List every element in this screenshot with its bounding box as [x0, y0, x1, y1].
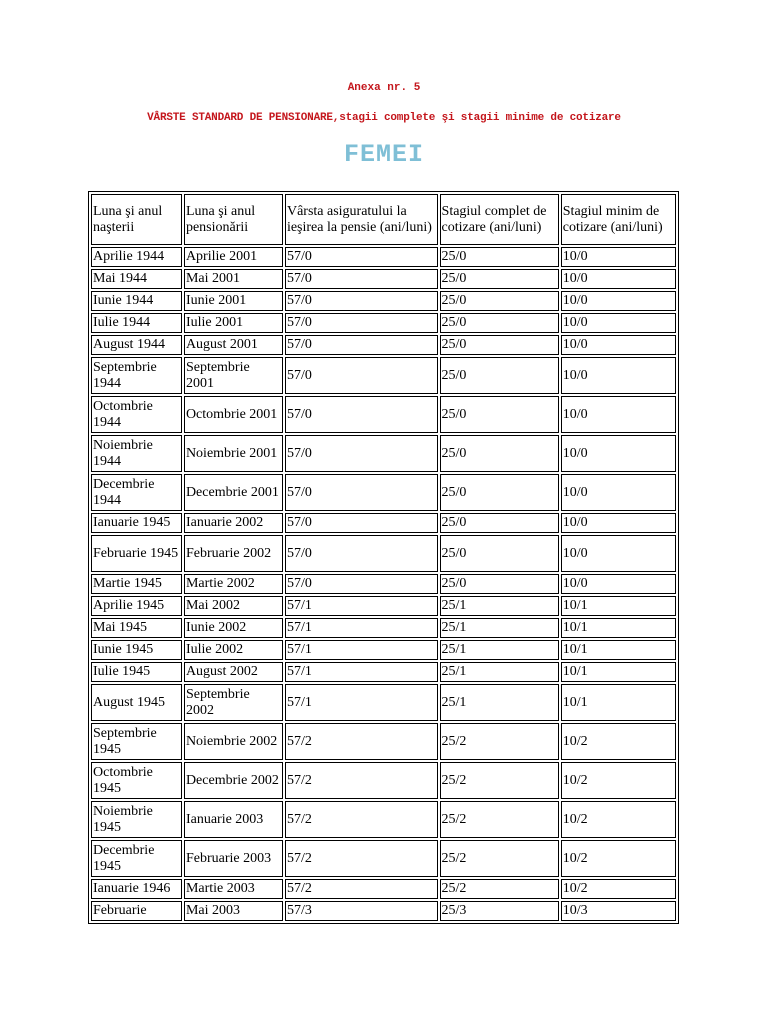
- cell-full-stage: 25/1: [440, 684, 559, 721]
- table-row: [91, 640, 676, 660]
- cell-min-stage: 10/0: [561, 269, 676, 289]
- cell-birth: Februarie: [91, 901, 182, 921]
- cell-birth: Mai 1944: [91, 269, 182, 289]
- cell-retirement: Ianuarie 2003: [184, 801, 283, 838]
- cell-min-stage: 10/1: [561, 640, 676, 660]
- table-row: [91, 596, 676, 616]
- cell-age: 57/0: [285, 357, 438, 394]
- cell-birth: Iunie 1944: [91, 291, 182, 311]
- cell-full-stage: 25/2: [440, 762, 559, 799]
- cell-age: 57/0: [285, 396, 438, 433]
- cell-age: 57/1: [285, 618, 438, 638]
- cell-full-stage: 25/1: [440, 662, 559, 682]
- table-row: [91, 840, 676, 877]
- cell-full-stage: 25/0: [440, 574, 559, 594]
- cell-full-stage: 25/0: [440, 269, 559, 289]
- header-retirement-age: Vârsta asiguratului la ieşirea la pensie (ani/luni): [285, 194, 438, 245]
- cell-birth: Noiembrie 1944: [91, 435, 182, 472]
- cell-retirement: Ianuarie 2002: [184, 513, 283, 533]
- header-min-contribution: Stagiul minim de cotizare (ani/luni): [561, 194, 676, 245]
- cell-retirement: Februarie 2003: [184, 840, 283, 877]
- cell-min-stage: 10/0: [561, 335, 676, 355]
- cell-age: 57/0: [285, 291, 438, 311]
- cell-birth: Iulie 1944: [91, 313, 182, 333]
- table-row: [91, 684, 676, 721]
- cell-age: 57/2: [285, 879, 438, 899]
- cell-min-stage: 10/0: [561, 574, 676, 594]
- cell-full-stage: 25/1: [440, 640, 559, 660]
- cell-birth: Noiembrie 1945: [91, 801, 182, 838]
- table-header-row: [91, 194, 676, 245]
- cell-age: 57/0: [285, 513, 438, 533]
- cell-retirement: Mai 2002: [184, 596, 283, 616]
- cell-min-stage: 10/1: [561, 662, 676, 682]
- cell-retirement: Iulie 2001: [184, 313, 283, 333]
- cell-min-stage: 10/0: [561, 396, 676, 433]
- cell-birth: Octombrie 1945: [91, 762, 182, 799]
- cell-min-stage: 10/2: [561, 762, 676, 799]
- cell-full-stage: 25/0: [440, 474, 559, 511]
- cell-full-stage: 25/2: [440, 840, 559, 877]
- cell-min-stage: 10/0: [561, 357, 676, 394]
- retirement-table: [88, 191, 679, 924]
- cell-birth: Septembrie 1945: [91, 723, 182, 760]
- cell-full-stage: 25/0: [440, 513, 559, 533]
- cell-full-stage: 25/0: [440, 357, 559, 394]
- header-full-contribution: Stagiul complet de cotizare (ani/luni): [440, 194, 559, 245]
- cell-min-stage: 10/2: [561, 723, 676, 760]
- cell-age: 57/2: [285, 801, 438, 838]
- cell-age: 57/0: [285, 535, 438, 572]
- cell-full-stage: 25/0: [440, 335, 559, 355]
- cell-min-stage: 10/0: [561, 474, 676, 511]
- table-row: [91, 269, 676, 289]
- cell-min-stage: 10/1: [561, 618, 676, 638]
- cell-birth: Iunie 1945: [91, 640, 182, 660]
- cell-full-stage: 25/1: [440, 596, 559, 616]
- table-row: [91, 618, 676, 638]
- cell-birth: Decembrie 1944: [91, 474, 182, 511]
- cell-full-stage: 25/0: [440, 535, 559, 572]
- table-row: [91, 291, 676, 311]
- table-row: [91, 801, 676, 838]
- cell-retirement: Decembrie 2001: [184, 474, 283, 511]
- cell-age: 57/1: [285, 684, 438, 721]
- table-row: [91, 513, 676, 533]
- cell-birth: Aprilie 1945: [91, 596, 182, 616]
- cell-birth: Octombrie 1944: [91, 396, 182, 433]
- cell-birth: Ianuarie 1946: [91, 879, 182, 899]
- cell-birth: Iulie 1945: [91, 662, 182, 682]
- table-row: [91, 901, 676, 921]
- cell-birth: Decembrie 1945: [91, 840, 182, 877]
- cell-birth: August 1945: [91, 684, 182, 721]
- cell-min-stage: 10/0: [561, 513, 676, 533]
- cell-age: 57/0: [285, 474, 438, 511]
- table-row: [91, 879, 676, 899]
- cell-age: 57/2: [285, 840, 438, 877]
- cell-min-stage: 10/1: [561, 684, 676, 721]
- cell-age: 57/0: [285, 435, 438, 472]
- cell-birth: Ianuarie 1945: [91, 513, 182, 533]
- cell-age: 57/3: [285, 901, 438, 921]
- header-birth-month: Luna şi anul naşterii: [91, 194, 182, 245]
- cell-birth: Mai 1945: [91, 618, 182, 638]
- cell-min-stage: 10/0: [561, 435, 676, 472]
- cell-full-stage: 25/3: [440, 901, 559, 921]
- cell-min-stage: 10/2: [561, 879, 676, 899]
- cell-min-stage: 10/2: [561, 840, 676, 877]
- cell-full-stage: 25/2: [440, 879, 559, 899]
- cell-age: 57/1: [285, 640, 438, 660]
- cell-retirement: Aprilie 2001: [184, 247, 283, 267]
- document-subtitle: VÂRSTE STANDARD DE PENSIONARE,stagii complete şi stagii minime de cotizare: [147, 112, 621, 124]
- cell-retirement: Decembrie 2002: [184, 762, 283, 799]
- table-row: [91, 662, 676, 682]
- table-row: [91, 574, 676, 594]
- header-retirement-month: Luna şi anul pensionării: [184, 194, 283, 245]
- table-row: [91, 474, 676, 511]
- cell-retirement: Februarie 2002: [184, 535, 283, 572]
- cell-birth: Februarie 1945: [91, 535, 182, 572]
- table-row: [91, 335, 676, 355]
- table-row: [91, 723, 676, 760]
- cell-full-stage: 25/0: [440, 313, 559, 333]
- cell-birth: Septembrie 1944: [91, 357, 182, 394]
- table-row: [91, 247, 676, 267]
- cell-age: 57/1: [285, 596, 438, 616]
- cell-full-stage: 25/0: [440, 291, 559, 311]
- cell-full-stage: 25/0: [440, 396, 559, 433]
- cell-age: 57/0: [285, 269, 438, 289]
- cell-birth: August 1944: [91, 335, 182, 355]
- cell-birth: Martie 1945: [91, 574, 182, 594]
- cell-full-stage: 25/0: [440, 435, 559, 472]
- cell-min-stage: 10/0: [561, 247, 676, 267]
- cell-retirement: Iulie 2002: [184, 640, 283, 660]
- cell-full-stage: 25/0: [440, 247, 559, 267]
- cell-min-stage: 10/1: [561, 596, 676, 616]
- cell-retirement: Martie 2002: [184, 574, 283, 594]
- annex-label: Anexa nr. 5: [347, 82, 421, 94]
- cell-retirement: Noiembrie 2001: [184, 435, 283, 472]
- table-row: [91, 396, 676, 433]
- cell-age: 57/1: [285, 662, 438, 682]
- cell-retirement: Martie 2003: [184, 879, 283, 899]
- cell-retirement: Septembrie 2002: [184, 684, 283, 721]
- table-row: [91, 357, 676, 394]
- cell-retirement: August 2002: [184, 662, 283, 682]
- cell-retirement: August 2001: [184, 335, 283, 355]
- cell-retirement: Noiembrie 2002: [184, 723, 283, 760]
- cell-full-stage: 25/1: [440, 618, 559, 638]
- cell-retirement: Mai 2003: [184, 901, 283, 921]
- cell-age: 57/2: [285, 762, 438, 799]
- cell-age: 57/0: [285, 574, 438, 594]
- cell-min-stage: 10/0: [561, 535, 676, 572]
- cell-full-stage: 25/2: [440, 723, 559, 760]
- cell-age: 57/2: [285, 723, 438, 760]
- cell-retirement: Iunie 2001: [184, 291, 283, 311]
- cell-full-stage: 25/2: [440, 801, 559, 838]
- cell-birth: Aprilie 1944: [91, 247, 182, 267]
- cell-min-stage: 10/3: [561, 901, 676, 921]
- cell-retirement: Octombrie 2001: [184, 396, 283, 433]
- table-row: [91, 762, 676, 799]
- table-row: [91, 313, 676, 333]
- cell-retirement: Iunie 2002: [184, 618, 283, 638]
- table-row: [91, 435, 676, 472]
- cell-min-stage: 10/0: [561, 313, 676, 333]
- cell-age: 57/0: [285, 313, 438, 333]
- cell-age: 57/0: [285, 247, 438, 267]
- cell-retirement: Septembrie 2001: [184, 357, 283, 394]
- section-heading: FEMEI: [343, 140, 424, 169]
- cell-min-stage: 10/0: [561, 291, 676, 311]
- cell-retirement: Mai 2001: [184, 269, 283, 289]
- cell-min-stage: 10/2: [561, 801, 676, 838]
- cell-age: 57/0: [285, 335, 438, 355]
- table-row: [91, 535, 676, 572]
